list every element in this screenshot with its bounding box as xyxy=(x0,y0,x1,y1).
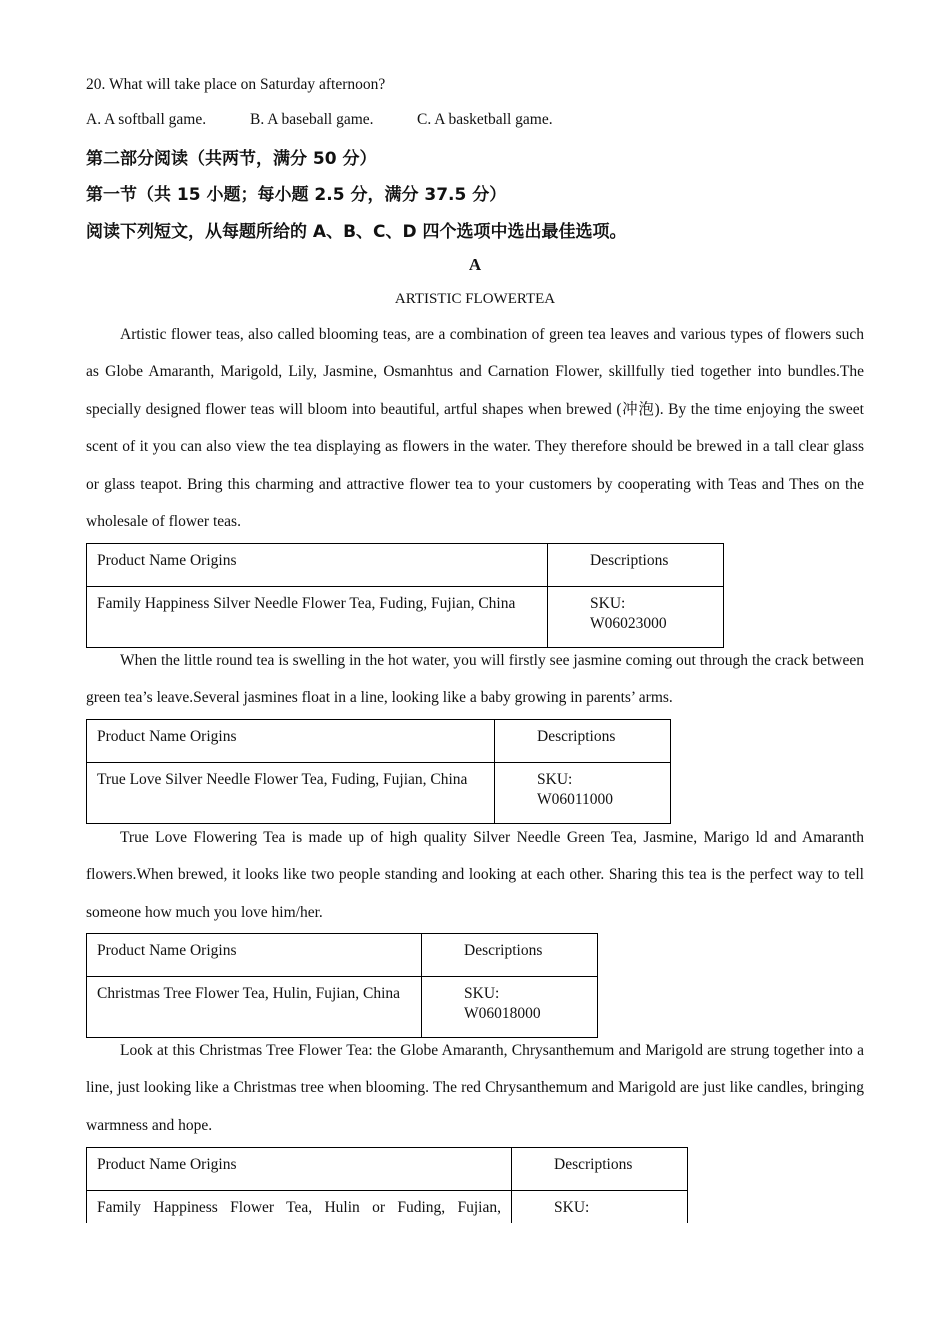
product-sku xyxy=(495,763,671,824)
sku-label: SKU: xyxy=(554,1199,590,1216)
product-table-1 xyxy=(86,543,724,648)
product-table-4-clip xyxy=(86,1147,688,1223)
product-name: Family Happiness Flower Tea, Hulin or Fuding, Fujian, xyxy=(87,1191,512,1224)
col-header-product: Product Name Origins xyxy=(87,934,422,977)
product-name: Family Happiness Silver Needle Flower Tea, Fuding, Fujian, China xyxy=(87,587,548,648)
option-c: C. A basketball game. xyxy=(417,111,553,128)
sku-value: W06018000 xyxy=(464,1005,541,1022)
product-table-3 xyxy=(86,933,598,1038)
paragraph-4: Look at this Christmas Tree Flower Tea: the Globe Amaranth, Chrysanthemum and Marigold are strung together into a line, just looking like a Christmas tree when blooming. The red Chrysanthemum and Marigold are just like candles, bringing warmness and hope. xyxy=(86,1042,864,1134)
paragraph-2: When the little round tea is swelling in the hot water, you will firstly see jasmine coming out through the crack between green tea’s leave.Several jasmines float in a line, looking like a baby growing in parents’ arms. xyxy=(86,652,864,707)
sku-label: SKU: xyxy=(590,595,626,612)
product-name: True Love Silver Needle Flower Tea, Fuding, Fujian, China xyxy=(87,763,495,824)
option-b: B. A baseball game. xyxy=(250,111,374,128)
sku-label: SKU: xyxy=(464,985,500,1002)
sku-label: SKU: xyxy=(537,771,573,788)
product-table-2 xyxy=(86,719,671,824)
col-header-descriptions: Descriptions xyxy=(548,544,724,587)
col-header-descriptions: Descriptions xyxy=(512,1148,688,1191)
product-table-4 xyxy=(86,1147,688,1223)
question-20-text: 20. What will take place on Saturday afternoon? xyxy=(86,76,386,93)
sku-value: W06011000 xyxy=(537,791,614,808)
col-header-descriptions: Descriptions xyxy=(495,720,671,763)
col-header-descriptions: Descriptions xyxy=(422,934,598,977)
col-header-product: Product Name Origins xyxy=(87,720,495,763)
passage-letter: A xyxy=(468,255,482,274)
paragraph-3: True Love Flowering Tea is made up of high quality Silver Needle Green Tea, Jasmine, Marigo ld and Amaranth flowers.When brewed, it looks like two people standing and looking at each other. Sharing this tea is the perfect way to tell someone how much you love him/her. xyxy=(86,829,864,921)
sku-value: W06023000 xyxy=(590,615,667,632)
product-sku xyxy=(422,977,598,1038)
passage-title: ARTISTIC FLOWERTEA xyxy=(394,291,556,307)
section-heading: 第一节（共 15 小题；每小题 2.5 分，满分 37.5 分） xyxy=(86,185,507,205)
col-header-product: Product Name Origins xyxy=(87,1148,512,1191)
product-sku xyxy=(512,1191,688,1224)
intro-paragraph: Artistic flower teas, also called blooming teas, are a combination of green tea leaves and various types of flowers such as Globe Amaranth, Marigold, Lily, Jasmine, Osmanhtus and Carnation Flower, skillfully tied together into bundles.The specially designed flower teas will bloom into beautiful, artful shapes when brewed (冲泡). By the time enjoying the sweet scent of it you can also view the tea displaying as flowers in the water. They therefore should be brewed in a tall clear glass or glass teapot. Bring this charming and attractive flower tea to your customers by cooperating with Teas and Thes on the wholesale of flower teas. xyxy=(86,326,864,531)
instruction-heading: 阅读下列短文，从每题所给的 A、B、C、D 四个选项中选出最佳选项。 xyxy=(86,222,627,242)
product-sku xyxy=(548,587,724,648)
option-a: A. A softball game. xyxy=(86,111,207,128)
col-header-product: Product Name Origins xyxy=(87,544,548,587)
part-heading: 第二部分阅读（共两节，满分 50 分） xyxy=(86,149,377,169)
product-name: Christmas Tree Flower Tea, Hulin, Fujian, China xyxy=(87,977,422,1038)
